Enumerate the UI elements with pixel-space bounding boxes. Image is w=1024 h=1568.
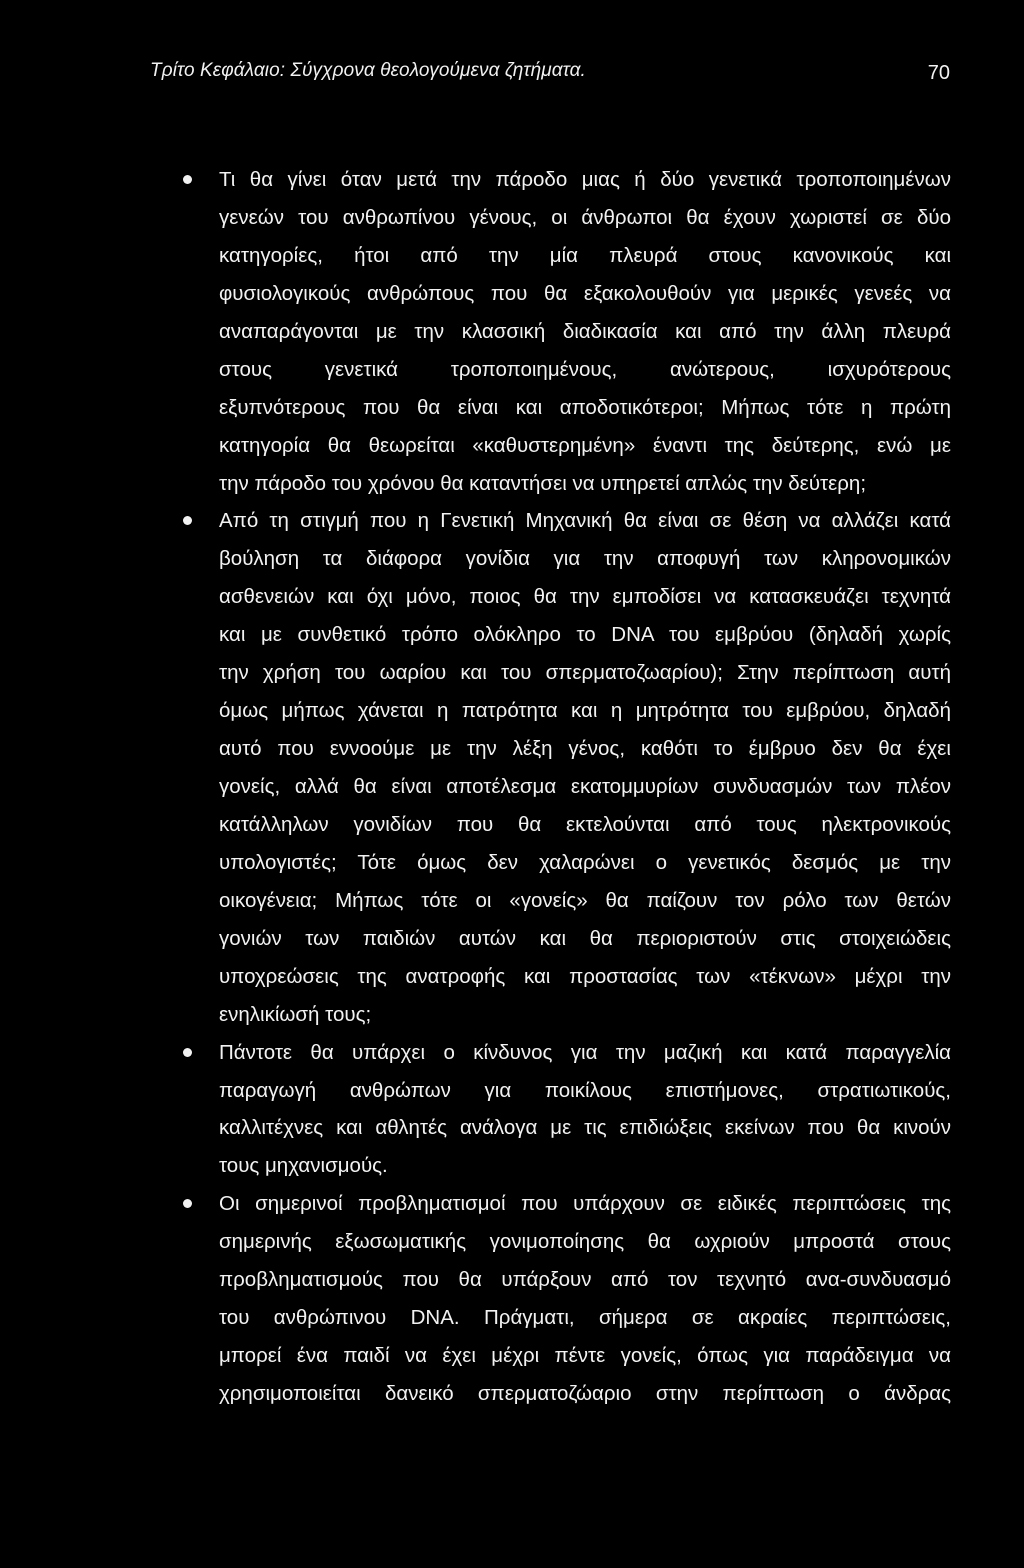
bullet-icon [183, 175, 192, 184]
text-line: Πάντοτε θα υπάρχει ο κίνδυνος για την μαζική και κατά παραγγελία [219, 1040, 951, 1064]
bullet-icon [183, 1048, 192, 1057]
text-line: αναπαράγονται με την κλασσική διαδικασία και από την άλλη πλευρά [219, 319, 951, 343]
document-body [0, 164, 1024, 1416]
text-line: βούληση τα διάφορα γονίδια για την αποφυγή των κληρονομικών [219, 547, 951, 571]
page-header [150, 60, 950, 90]
text-line: αυτό που εννοούμε με την λέξη γένος, καθότι το έμβρυο δεν θα έχει [219, 737, 951, 761]
text-line: κατηγορία θα θεωρείται «καθυστερημένη» έναντι της δεύτερης, ενώ με [219, 433, 951, 457]
bullet-icon [183, 1199, 192, 1208]
text-line: και με συνθετικό τρόπο ολόκληρο το DNA του εμβρύου (δηλαδή χωρίς [219, 623, 951, 647]
page-number: 70 [927, 62, 950, 84]
text-line: την χρήση του ωαρίου και του σπερματοζωαρίου); Στην περίπτωση αυτή [219, 661, 951, 685]
text-line: γενεών του ανθρωπίνου γένους, οι άνθρωποι θα έχουν χωριστεί σε δύο [219, 205, 951, 229]
bullet-icon [183, 516, 192, 525]
text-line: καλλιτέχνες και αθλητές ανάλογα με τις επιδιώξεις εκείνων που θα κινούν [219, 1116, 951, 1140]
text-line: Από τη στιγμή που η Γενετική Μηχανική θα είναι σε θέση να αλλάζει κατά [219, 509, 951, 533]
text-line: γονιών των παιδιών αυτών και θα περιοριστούν στις στοιχειώδεις [219, 926, 951, 950]
text-line: προβληματισμούς που θα υπάρξουν από τον τεχνητό ανα-συνδυασμό [219, 1268, 951, 1292]
text-line: υποχρεώσεις της ανατροφής και προστασίας των «τέκνων» μέχρι την [219, 964, 951, 988]
text-line: την πάροδο του χρόνου θα καταντήσει να υπηρετεί απλώς την δεύτερη; [219, 471, 867, 495]
text-line: Οι σημερινοί προβληματισμοί που υπάρχουν σε ειδικές περιπτώσεις της [219, 1192, 951, 1216]
bullet-item [0, 1037, 1024, 1189]
text-line: παραγωγή ανθρώπων για ποικίλους επιστήμονες, στρατιωτικούς, [219, 1078, 951, 1102]
text-line: φυσιολογικούς ανθρώπους που θα εξακολουθούν για μερικές γενεές να [219, 281, 951, 305]
text-line: κατάλληλων γονιδίων που θα εκτελούνται από τους ηλεκτρονικούς [219, 812, 951, 836]
bullet-item [0, 505, 1024, 1036]
text-line: όμως μήπως χάνεται η πατρότητα και η μητρότητα του εμβρύου, δηλαδή [219, 699, 951, 723]
bullet-item [0, 1188, 1024, 1416]
text-line: τους μηχανισμούς. [219, 1154, 388, 1178]
text-line: μπορεί ένα παιδί να έχει μέχρι πέντε γονείς, όπως για παράδειγμα να [219, 1344, 951, 1368]
text-line: στους γενετικά τροποποιημένους, ανώτερους, ισχυρότερους [219, 357, 951, 381]
text-line: οικογένεια; Μήπως τότε οι «γονείς» θα παίζουν τον ρόλο των θετών [219, 888, 951, 912]
text-line: σημερινής εξωσωματικής γονιμοποίησης θα ωχριούν μπροστά στους [219, 1230, 951, 1254]
bullet-item [0, 164, 1024, 505]
text-line: χρησιμοποιείται δανεικό σπερματοζώαριο στην περίπτωση ο άνδρας [219, 1382, 951, 1405]
chapter-title: Τρίτο Κεφάλαιο: Σύγχρονα θεολογούμενα ζητήματα. [150, 60, 586, 81]
text-line: ενηλικίωσή τους; [219, 1002, 372, 1026]
text-line: εξυπνότερους που θα είναι και αποδοτικότεροι; Μήπως τότε η πρώτη [219, 395, 951, 419]
text-line: Τι θα γίνει όταν μετά την πάροδο μιας ή δύο γενετικά τροποποιημένων [219, 168, 951, 191]
text-line: υπολογιστές; Τότε όμως δεν χαλαρώνει ο γενετικός δεσμός με την [219, 850, 951, 874]
text-line: κατηγορίες, ήτοι από την μία πλευρά στους κανονικούς και [219, 243, 951, 267]
text-line: του ανθρώπινου DNA. Πράγματι, σήμερα σε ακραίες περιπτώσεις, [219, 1306, 951, 1330]
text-line: ασθενειών και όχι μόνο, ποιος θα την εμποδίσει να κατασκευάζει τεχνητά [219, 585, 951, 609]
text-line: γονείς, αλλά θα είναι αποτέλεσμα εκατομμυρίων συνδυασμών των πλέον [219, 775, 951, 798]
